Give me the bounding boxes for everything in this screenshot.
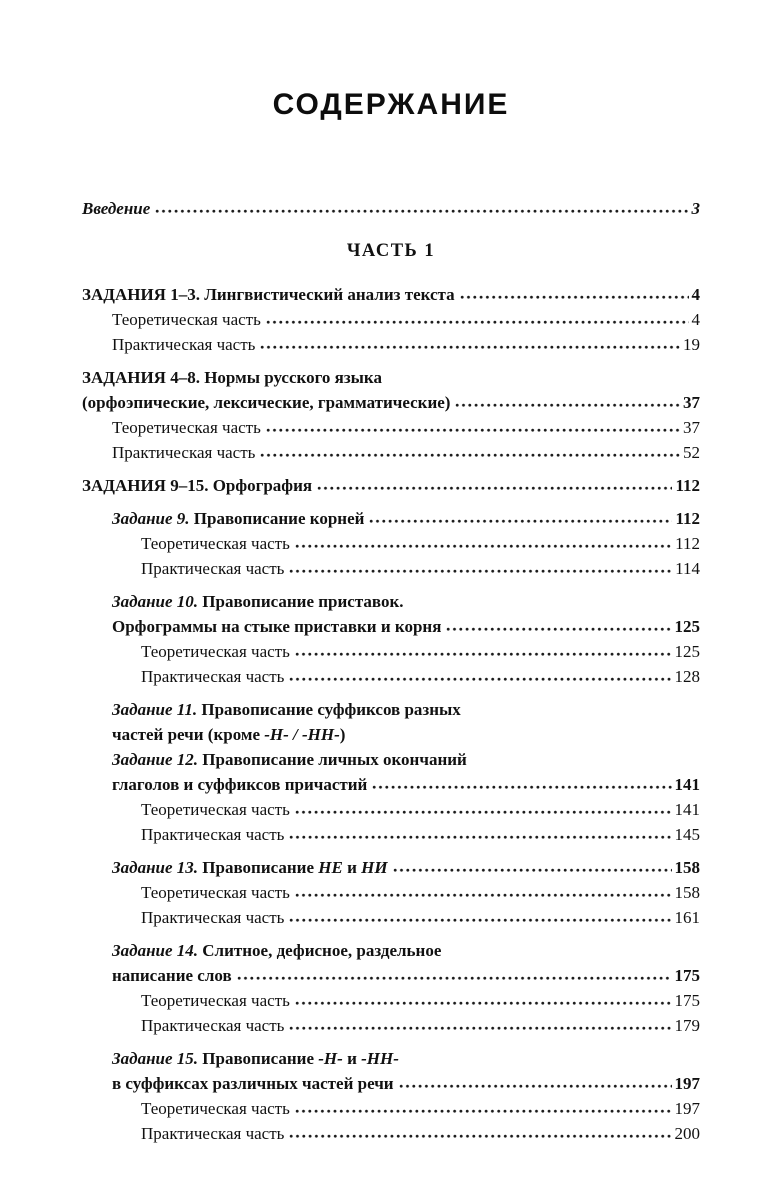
toc-entry-text-segment: глаголов и суффиксов причастий	[112, 775, 368, 794]
toc-entry-text-segment: Задание 14.	[112, 941, 199, 960]
page-number: 175	[674, 966, 700, 985]
toc-entry-label	[82, 282, 455, 307]
dot-leader	[446, 627, 671, 632]
toc-entry-label	[112, 506, 364, 531]
toc-entry-label	[141, 880, 290, 905]
toc-entry-label	[112, 332, 255, 357]
toc-blocks	[82, 282, 700, 1146]
toc-entry-label	[112, 1046, 399, 1071]
dot-leader	[295, 1001, 672, 1006]
toc-entry-text-segment: Теоретическая часть	[141, 642, 290, 661]
dot-leader	[295, 810, 672, 815]
toc-entry-text-segment: Практическая часть	[141, 1124, 285, 1143]
dot-leader	[399, 1084, 672, 1089]
toc-entry-text-segment: ЗАДАНИЯ 4–8. Нормы русского языка	[82, 368, 382, 387]
toc-entry-intro	[82, 196, 700, 221]
toc-entry-label	[112, 307, 261, 332]
toc-entry	[82, 1071, 700, 1096]
page-number: 125	[674, 642, 700, 661]
dot-leader	[317, 486, 672, 491]
dot-leader	[369, 519, 672, 524]
page-number: 161	[674, 908, 700, 927]
toc-block	[82, 697, 700, 847]
toc-entry	[82, 556, 700, 581]
toc-entry-text-segment: Теоретическая часть	[141, 800, 290, 819]
toc-entry-label	[112, 938, 441, 963]
page-number: 179	[674, 1016, 700, 1035]
toc-entry-label	[112, 415, 261, 440]
toc-entry	[82, 855, 700, 880]
page-number: 141	[674, 800, 700, 819]
toc-block	[82, 365, 700, 465]
toc-entry-text-segment: Теоретическая часть	[141, 991, 290, 1010]
dot-leader	[295, 652, 672, 657]
dot-leader	[455, 403, 680, 408]
dot-leader	[295, 893, 672, 898]
toc-entry-label	[112, 747, 467, 772]
toc-entry	[82, 938, 700, 963]
dot-leader	[460, 295, 689, 300]
toc-entry-text-segment: ЗАДАНИЯ 1–3. Лингвистический анализ текста	[82, 285, 455, 304]
toc-entry	[82, 639, 700, 664]
toc-entry-text-segment: частей речи (кроме	[112, 725, 265, 744]
page-number: 158	[674, 883, 700, 902]
dot-leader	[260, 345, 680, 350]
toc-entry	[82, 722, 700, 747]
toc-entry-label	[112, 589, 404, 614]
toc-entry-label	[82, 390, 450, 415]
dot-leader	[372, 785, 671, 790]
page-number: 4	[691, 285, 700, 304]
toc-entry	[82, 1046, 700, 1071]
toc-entry-text-segment: Теоретическая часть	[141, 883, 290, 902]
toc-entry-text-segment: Задание 12.	[112, 750, 199, 769]
toc-entry	[82, 747, 700, 772]
page-number: 114	[675, 559, 700, 578]
toc-entry-text-segment: Введение	[82, 199, 151, 218]
toc-entry	[82, 1013, 700, 1038]
toc-entry-label	[112, 963, 232, 988]
dot-leader	[266, 320, 689, 325]
dot-leader	[295, 544, 672, 549]
toc-entry	[82, 614, 700, 639]
dot-leader	[289, 677, 671, 682]
toc-entry-text-segment: написание слов	[112, 966, 232, 985]
toc-entry-text-segment: Правописание корней	[189, 509, 365, 528]
toc-entry-text-segment: -Н- / -НН-	[264, 725, 340, 744]
toc-entry	[82, 797, 700, 822]
toc-entry-label	[141, 556, 284, 581]
toc-entry-text-segment: Правописание	[198, 858, 319, 877]
toc-entry-label	[112, 697, 461, 722]
dot-leader	[289, 569, 672, 574]
toc-entry-text-segment: Практическая часть	[112, 335, 256, 354]
toc-entry-text-segment: Задание 9.	[112, 509, 190, 528]
toc-entry-text-segment: -Н-	[318, 1049, 343, 1068]
page-number: 112	[675, 534, 700, 553]
dot-leader	[289, 1026, 671, 1031]
toc-entry	[82, 1096, 700, 1121]
toc-entry-text-segment: Практическая часть	[141, 908, 285, 927]
toc-entry-text-segment: Практическая часть	[141, 559, 285, 578]
part-heading: ЧАСТЬ 1	[346, 241, 436, 261]
page-number: 125	[674, 617, 700, 636]
toc-entry	[82, 664, 700, 689]
toc-entry-label	[82, 196, 150, 221]
toc-entry	[82, 440, 700, 465]
page-number: 112	[675, 509, 700, 528]
toc-entry-text-segment: Практическая часть	[112, 443, 256, 462]
toc-entry-text-segment: в суффиксах различных частей речи	[112, 1074, 394, 1093]
toc-entry	[82, 365, 700, 390]
toc-block	[82, 506, 700, 581]
page-number: 3	[691, 199, 700, 218]
toc-entry-text-segment: Задание 15.	[112, 1049, 199, 1068]
toc-entry-text-segment: Правописание приставок.	[198, 592, 404, 611]
toc-entry	[82, 772, 700, 797]
toc-entry	[82, 697, 700, 722]
toc-entry-text-segment: Практическая часть	[141, 825, 285, 844]
toc-block	[82, 282, 700, 357]
toc-entry	[82, 988, 700, 1013]
dot-leader	[237, 976, 672, 981]
toc-entry-text-segment: -НН-	[361, 1049, 399, 1068]
toc-entry-text-segment: Теоретическая часть	[141, 1099, 290, 1118]
dot-leader	[289, 1134, 671, 1139]
page-number: 37	[683, 418, 700, 437]
toc-entry	[82, 506, 700, 531]
toc-entry-text-segment: Задание 10.	[112, 592, 199, 611]
page-number: 112	[675, 476, 700, 495]
toc-entry-label	[141, 531, 290, 556]
toc-entry-label	[82, 473, 312, 498]
toc-entry-label	[141, 988, 290, 1013]
toc-entry	[82, 822, 700, 847]
toc-entry-text-segment: ЗАДАНИЯ 9–15. Орфография	[82, 476, 313, 495]
page-number: 52	[683, 443, 700, 462]
page-number: 145	[674, 825, 700, 844]
toc-entry	[82, 332, 700, 357]
toc-block	[82, 938, 700, 1038]
page-number: 158	[674, 858, 700, 877]
toc-entry-label	[112, 722, 345, 747]
toc-entry-label	[141, 639, 290, 664]
page-number: 128	[674, 667, 700, 686]
toc-content	[82, 196, 700, 1146]
dot-leader	[393, 868, 672, 873]
page-number: 197	[674, 1099, 700, 1118]
toc-entry-label	[82, 365, 382, 390]
toc-entry	[82, 531, 700, 556]
toc-entry-label	[112, 614, 441, 639]
dot-leader	[295, 1109, 672, 1114]
toc-entry-label	[141, 1096, 290, 1121]
toc-entry	[82, 390, 700, 415]
page-number: 200	[674, 1124, 700, 1143]
page-title: СОДЕРЖАНИЕ	[272, 88, 510, 121]
toc-block	[82, 855, 700, 930]
toc-entry	[82, 282, 700, 307]
toc-entry-label	[141, 1013, 284, 1038]
dot-leader	[260, 453, 680, 458]
toc-entry-text-segment: НИ	[361, 858, 388, 877]
toc-entry	[82, 415, 700, 440]
toc-entry-text-segment: и	[342, 858, 362, 877]
toc-entry-label	[141, 664, 284, 689]
page-number: 175	[674, 991, 700, 1010]
toc-entry	[82, 963, 700, 988]
page-number: 19	[683, 335, 700, 354]
toc-entry-label	[141, 797, 290, 822]
toc-entry-text-segment: (орфоэпические, лексические, грамматические)	[82, 393, 451, 412]
toc-entry-label	[141, 822, 284, 847]
toc-block	[82, 589, 700, 689]
toc-entry-text-segment: Теоретическая часть	[141, 534, 290, 553]
toc-entry-text-segment: Правописание	[198, 1049, 319, 1068]
toc-entry-text-segment: )	[339, 725, 346, 744]
toc-entry	[82, 905, 700, 930]
toc-entry-text-segment: Теоретическая часть	[112, 418, 261, 437]
dot-leader	[266, 428, 680, 433]
toc-block	[82, 1046, 700, 1146]
toc-entry-text-segment: Орфограммы на стыке приставки и корня	[112, 617, 442, 636]
toc-entry-text-segment: Правописание личных окончаний	[198, 750, 467, 769]
dot-leader	[155, 209, 688, 214]
page-number: 197	[674, 1074, 700, 1093]
toc-entry	[82, 1121, 700, 1146]
page-number: 4	[691, 310, 700, 329]
toc-entry-text-segment: Слитное, дефисное, раздельное	[198, 941, 442, 960]
toc-entry-text-segment: НЕ	[318, 858, 343, 877]
page-number: 141	[674, 775, 700, 794]
toc-entry-text-segment: Задание 13.	[112, 858, 199, 877]
toc-entry	[82, 307, 700, 332]
toc-entry	[82, 589, 700, 614]
toc-entry-label	[141, 1121, 284, 1146]
toc-entry-label	[112, 1071, 394, 1096]
toc-block	[82, 473, 700, 498]
page-number: 37	[683, 393, 700, 412]
toc-entry-label	[141, 905, 284, 930]
toc-entry-text-segment: Практическая часть	[141, 667, 285, 686]
toc-entry-label	[112, 440, 255, 465]
toc-entry-text-segment: Практическая часть	[141, 1016, 285, 1035]
toc-entry-label	[112, 855, 388, 880]
toc-entry-text-segment: Правописание суффиксов разных	[197, 700, 461, 719]
dot-leader	[289, 835, 671, 840]
toc-entry-text-segment: Задание 11.	[112, 700, 198, 719]
dot-leader	[289, 918, 671, 923]
toc-entry	[82, 880, 700, 905]
toc-entry	[82, 473, 700, 498]
toc-entry-label	[112, 772, 367, 797]
toc-entry-text-segment: Теоретическая часть	[112, 310, 261, 329]
toc-entry-text-segment: и	[342, 1049, 362, 1068]
